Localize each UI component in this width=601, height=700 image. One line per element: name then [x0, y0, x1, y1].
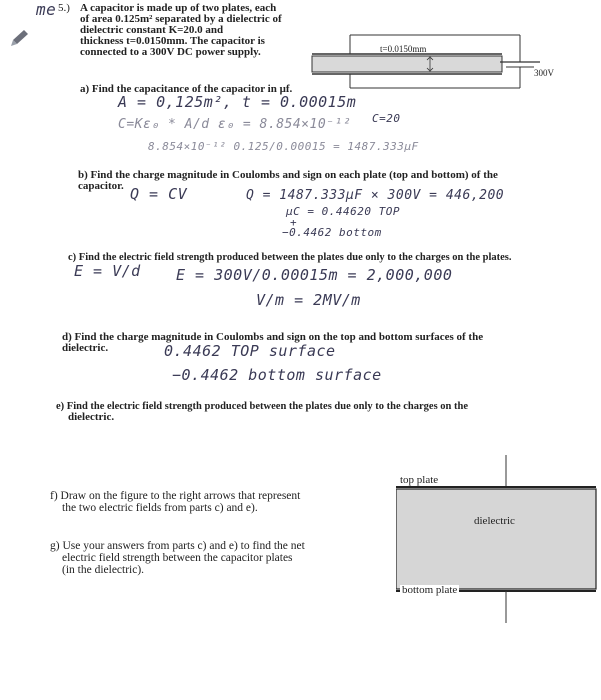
part-b-question-line: b) Find the charge magnitude in Coulombs and sign on each plate (top and bottom) of the: [78, 169, 498, 181]
part-b-work-line: Q = 1487.333μF × 300V = 446,200: [246, 188, 505, 203]
part-d-question-line: dielectric.: [62, 342, 109, 354]
part-g-question-line: g) Use your answers from parts c) and e) to find the net: [50, 540, 305, 552]
part-a-work-line: C=20: [372, 112, 401, 125]
part-d-work-line: −0.4462 bottom surface: [172, 366, 382, 384]
margin-pen-mark: [10, 26, 32, 53]
problem-number: 5.): [58, 2, 70, 14]
part-e-question-line: dielectric.: [68, 411, 115, 423]
part-a-question: a) Find the capacitance of the capacitor in μf.: [80, 83, 293, 95]
part-b-work-line: +: [290, 216, 298, 229]
intro-line: dielectric constant K=20.0 and: [80, 24, 224, 36]
part-g-question: [50, 540, 370, 576]
part-a-work-line: A = 0,125m², t = 0.00015m: [118, 93, 357, 111]
intro-line: A capacitor is made up of two plates, each: [80, 2, 277, 14]
part-c-work-line: E = 300V/0.00015m = 2,000,000: [176, 266, 453, 284]
corner-handwritten-mark: me: [36, 0, 57, 19]
problem-intro: [80, 3, 310, 58]
part-b-question-line: capacitor.: [78, 180, 124, 192]
part-f-question-line: the two electric fields from parts c) and e).: [62, 502, 258, 514]
part-c-question: c) Find the electric field strength produced between the plates due only to the charges on the plates.: [68, 252, 512, 263]
part-b-work-line: μC = 0.44620 TOP: [286, 205, 400, 218]
part-f-question: [50, 490, 370, 514]
part-d-work-line: 0.4462 TOP surface: [164, 342, 336, 360]
part-g-question-line: electric field strength between the capacitor plates: [62, 552, 293, 564]
part-e-question: [56, 401, 596, 423]
part-c-work-line: E = V/d: [74, 262, 141, 280]
dielectric-label: dielectric: [474, 515, 515, 527]
part-d-question-line: d) Find the charge magnitude in Coulombs and sign on the top and bottom surfaces of the: [62, 331, 484, 343]
part-e-question-line: e) Find the electric field strength produced between the plates due only to the charges on the: [56, 401, 468, 412]
voltage-label: 300V: [534, 68, 554, 78]
intro-line: thickness t=0.0150mm. The capacitor is: [80, 35, 265, 47]
part-b-work-line: −0.4462 bottom: [282, 226, 382, 239]
bottom-plate-label: bottom plate: [402, 584, 458, 596]
intro-line: of area 0.125m² separated by a dielectric of: [80, 13, 282, 25]
part-b-work-line: Q = CV: [130, 185, 188, 203]
capacitor-figure-bottom: [396, 455, 601, 625]
capacitor-figure-top: [310, 20, 570, 90]
thickness-label: t=0.0150mm: [380, 44, 427, 54]
part-c-work-line: V/m = 2MV/m: [256, 291, 361, 309]
part-a-work-line: C=Kε₀ * A/d ε₀ = 8.854×10⁻¹²: [118, 117, 352, 132]
part-g-question-line: (in the dielectric).: [62, 564, 145, 576]
part-a-work-line: 8.854×10⁻¹² 0.125/0.00015 = 1487.333μF: [148, 140, 419, 153]
part-f-question-line: f) Draw on the figure to the right arrows that represent: [50, 490, 301, 502]
intro-line: connected to a 300V DC power supply.: [80, 46, 261, 58]
top-plate-label: top plate: [400, 474, 439, 486]
